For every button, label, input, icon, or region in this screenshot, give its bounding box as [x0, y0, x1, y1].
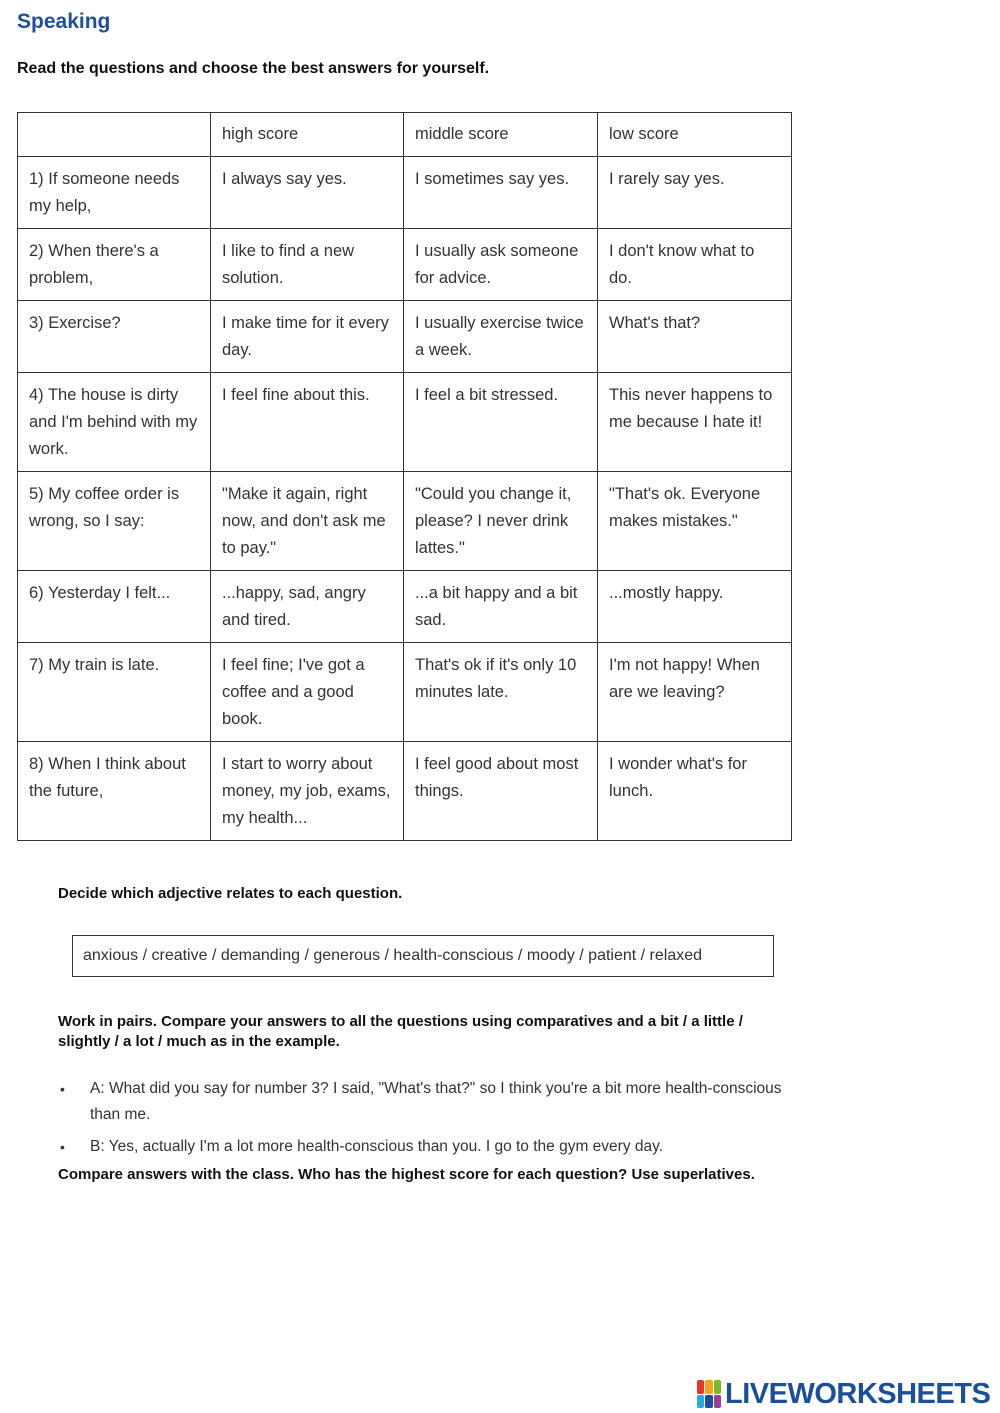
logo-square	[714, 1380, 721, 1394]
logo-square	[714, 1395, 721, 1409]
adjective-instruction: Decide which adjective relates to each question.	[58, 885, 403, 902]
answer-cell: I like to find a new solution.	[211, 229, 404, 301]
question-cell: 3) Exercise?	[18, 301, 211, 373]
answer-cell: I always say yes.	[211, 157, 404, 229]
answer-cell: "Could you change it, please? I never drink lattes."	[404, 472, 598, 571]
table-row	[18, 229, 792, 301]
header-cell: high score	[211, 113, 404, 157]
table-row	[18, 643, 792, 742]
answer-cell: I usually exercise twice a week.	[404, 301, 598, 373]
bullet-icon: •	[60, 1139, 65, 1155]
answer-cell: That's ok if it's only 10 minutes late.	[404, 643, 598, 742]
answer-cell: I'm not happy! When are we leaving?	[598, 643, 792, 742]
logo-square	[697, 1395, 704, 1409]
answer-cell: I feel fine; I've got a coffee and a good book.	[211, 643, 404, 742]
question-cell: 1) If someone needs my help,	[18, 157, 211, 229]
table-row	[18, 157, 792, 229]
question-cell: 5) My coffee order is wrong, so I say:	[18, 472, 211, 571]
answer-cell: I feel good about most things.	[404, 742, 598, 841]
header-cell: middle score	[404, 113, 598, 157]
answer-cell: ...happy, sad, angry and tired.	[211, 571, 404, 643]
example-text: A: What did you say for number 3? I said, "What's that?" so I think you're a bit more health-conscious than me.	[90, 1080, 782, 1123]
list-item	[58, 1076, 790, 1128]
answer-cell: ...mostly happy.	[598, 571, 792, 643]
answer-cell: I feel a bit stressed.	[404, 373, 598, 472]
table-header-row	[18, 113, 792, 157]
logo-text: LIVEWORKSHEETS	[725, 1377, 991, 1410]
answer-cell: "Make it again, right now, and don't ask me to pay."	[211, 472, 404, 571]
answer-cell: I start to worry about money, my job, exams, my health...	[211, 742, 404, 841]
question-cell: 4) The house is dirty and I'm behind with my work.	[18, 373, 211, 472]
answer-cell: I feel fine about this.	[211, 373, 404, 472]
answer-cell: What's that?	[598, 301, 792, 373]
question-cell: 6) Yesterday I felt...	[18, 571, 211, 643]
table-row	[18, 301, 792, 373]
answer-cell: "That's ok. Everyone makes mistakes."	[598, 472, 792, 571]
header-cell	[18, 113, 211, 157]
word-box: anxious / creative / demanding / generous / health-conscious / moody / patient / relaxed	[72, 935, 774, 977]
liveworksheets-logo	[697, 1376, 990, 1412]
logo-square	[697, 1380, 704, 1394]
table-row	[18, 472, 792, 571]
logo-icon	[697, 1380, 721, 1408]
answer-cell: I make time for it every day.	[211, 301, 404, 373]
class-instruction: Compare answers with the class. Who has the highest score for each question? Use superlatives.	[58, 1166, 755, 1183]
answer-cell: I wonder what's for lunch.	[598, 742, 792, 841]
logo-square	[705, 1395, 712, 1409]
score-table	[17, 112, 792, 841]
question-cell: 7) My train is late.	[18, 643, 211, 742]
page-title: Speaking	[17, 10, 111, 33]
bullet-icon: •	[60, 1081, 65, 1097]
instruction-text: Read the questions and choose the best answers for yourself.	[17, 60, 490, 77]
example-text: B: Yes, actually I'm a lot more health-conscious than you. I go to the gym every day.	[90, 1138, 664, 1155]
table-row	[18, 742, 792, 841]
question-cell: 2) When there's a problem,	[18, 229, 211, 301]
pairwork-instruction: Work in pairs. Compare your answers to all the questions using comparatives and a bit / a little / slightly / a lot / much as in the example.	[58, 1013, 743, 1050]
answer-cell: I don't know what to do.	[598, 229, 792, 301]
answer-cell: This never happens to me because I hate it!	[598, 373, 792, 472]
logo-square	[705, 1380, 712, 1394]
answer-cell: I rarely say yes.	[598, 157, 792, 229]
answer-cell: I usually ask someone for advice.	[404, 229, 598, 301]
list-item	[58, 1134, 790, 1160]
example-list	[58, 1076, 790, 1166]
answer-cell: I sometimes say yes.	[404, 157, 598, 229]
table-row	[18, 571, 792, 643]
answer-cell: ...a bit happy and a bit sad.	[404, 571, 598, 643]
table-row	[18, 373, 792, 472]
question-cell: 8) When I think about the future,	[18, 742, 211, 841]
header-cell: low score	[598, 113, 792, 157]
